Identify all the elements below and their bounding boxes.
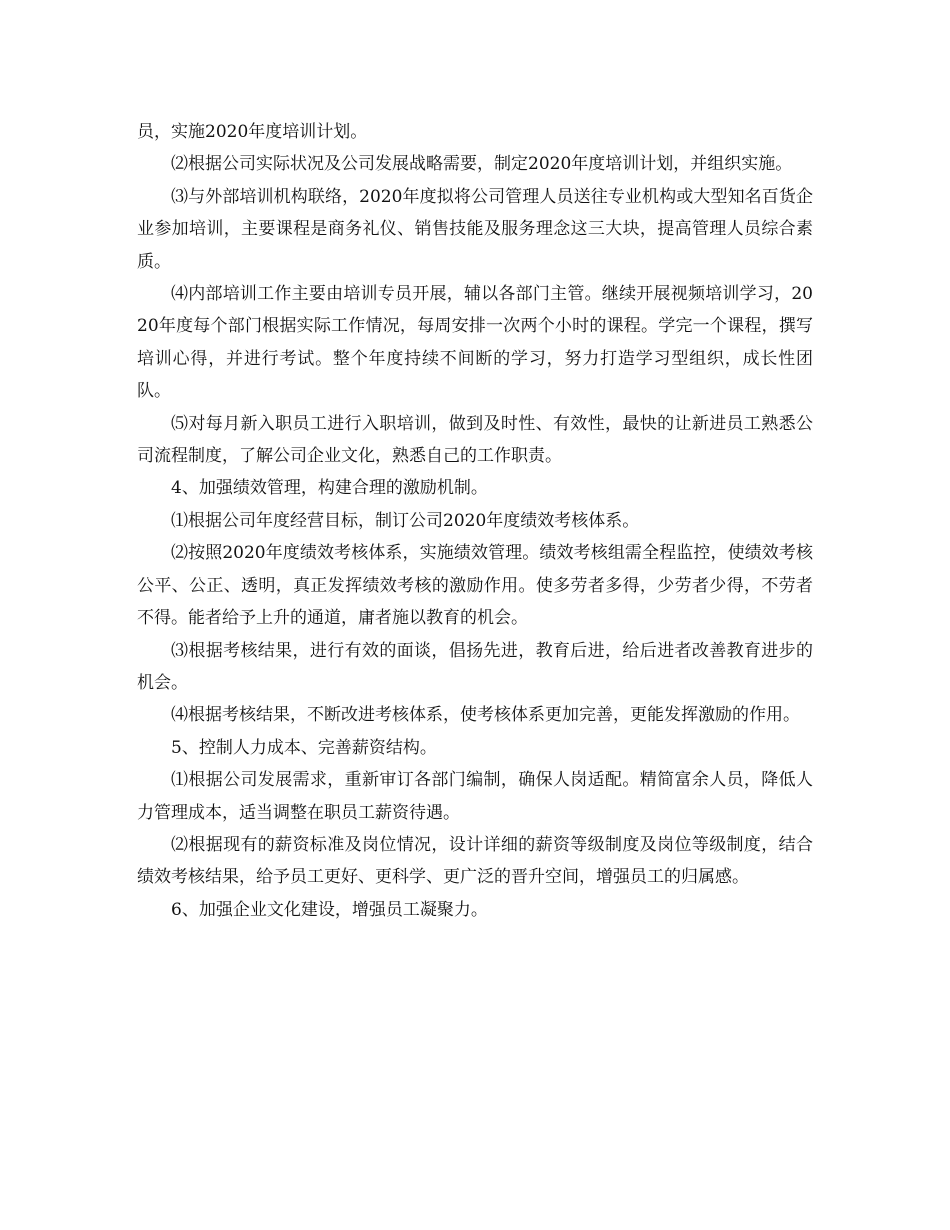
paragraph-1: 员，实施2020年度培训计划。 [137,122,368,142]
paragraph-8: ⑵按照2020年度绩效考核体系，实施绩效管理。绩效考核组需全程监控，使绩效考核公平、公正、透明，真正发挥绩效考核的激励作用。使多劳者多得，少劳者少得，不劳者不得。能者给予上升的通道，庸者施以教育的机会。 [137,543,813,629]
paragraph-7: ⑴根据公司年度经营目标，制订公司2020年度绩效考核体系。 [171,510,640,531]
paragraph-12: ⑴根据公司发展需求，重新审订各部门编制，确保人岗适配。精简富余人员，降低人力管理成本，适当调整在职员工薪资待遇。 [137,770,813,823]
section-heading-6: 6、加强企业文化建设，增强员工凝聚力。 [171,899,488,920]
paragraph-13: ⑵根据现有的薪资标准及岗位情况，设计详细的薪资等级制度及岗位等级制度，结合绩效考核结果，给予员工更好、更科学、更广泛的晋升空间，增强员工的归属感。 [137,834,813,888]
paragraph-5: ⑸对每月新入职员工进行入职培训，做到及时性、有效性，最快的让新进员工熟悉公司流程制度，了解公司企业文化，熟悉自己的工作职责。 [137,413,813,467]
document-body [137,116,813,926]
paragraph-3: ⑶与外部培训机构联络，2020年度拟将公司管理人员送往专业机构或大型知名百货企业参加培训，主要课程是商务礼仪、销售技能及服务理念这三大块，提高管理人员综合素质。 [137,186,813,272]
paragraph-2: ⑵根据公司实际状况及公司发展战略需要，制定2020年度培训计划，并组织实施。 [171,154,793,175]
paragraph-10: ⑷根据考核结果，不断改进考核体系，使考核体系更加完善，更能发挥激励的作用。 [171,705,800,726]
section-heading-4: 4、加强绩效管理，构建合理的激励机制。 [171,478,488,499]
paragraph-9: ⑶根据考核结果，进行有效的面谈，倡扬先进，教育后进，给后进者改善教育进步的机会。 [137,640,813,693]
paragraph-4: ⑷内部培训工作主要由培训专员开展，辅以各部门主管。继续开展视频培训学习，2020年度每个部门根据实际工作情况，每周安排一次两个小时的课程。学完一个课程，撰写培训心得，并进行考试。整个年度持续不间断的学习，努力打造学习型组织，成长性团队。 [137,284,813,402]
section-heading-5: 5、控制人力成本、完善薪资结构。 [171,737,437,758]
